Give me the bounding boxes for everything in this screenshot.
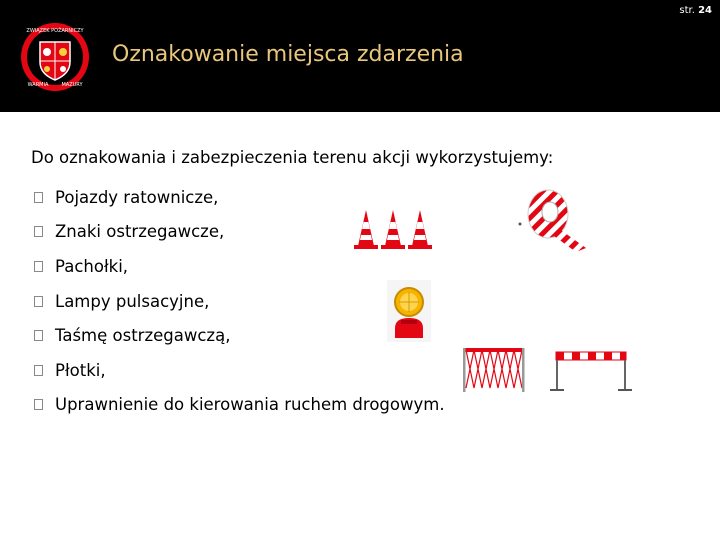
header-bar [0, 0, 720, 112]
intro-text: Do oznakowania i zabezpieczenia terenu akcji wykorzystujemy: [31, 148, 554, 167]
list-item [34, 353, 445, 388]
warning-tape-icon [516, 186, 588, 254]
list-item-text: Uprawnienie do kierowania ruchem drogowym. [55, 395, 445, 415]
warning-lamp-icon [387, 280, 431, 342]
list-item [34, 284, 445, 319]
list-item [34, 318, 445, 353]
list-item-text: Taśmę ostrzegawczą, [55, 326, 231, 346]
bullet-icon [34, 365, 43, 376]
logo-text-bottom-right: MAZURY [61, 82, 83, 88]
list-item [34, 249, 445, 284]
bullet-icon [34, 261, 43, 272]
logo-text-top: ZWIĄZEK POŻARNICZY [26, 28, 84, 34]
traffic-cones-icon [348, 208, 436, 252]
bullet-icon [34, 296, 43, 307]
page-number [679, 5, 712, 16]
bullet-icon [34, 192, 43, 203]
page-number-label: str. [679, 5, 695, 16]
bullet-icon [34, 330, 43, 341]
shield-logo-icon [20, 22, 90, 92]
bullet-icon [34, 226, 43, 237]
list-item-text: Pachołki, [55, 256, 129, 276]
list-item [34, 388, 445, 423]
slide-title: Oznakowanie miejsca zdarzenia [112, 42, 464, 67]
barrier-fence-icon [460, 344, 632, 394]
list-item-text: Płotki, [55, 360, 106, 380]
content-area [0, 112, 720, 540]
bullet-icon [34, 399, 43, 410]
list-item-text: Pojazdy ratownicze, [55, 187, 219, 207]
list-item-text: Znaki ostrzegawcze, [55, 222, 225, 242]
list-item-text: Lampy pulsacyjne, [55, 291, 210, 311]
page-number-value: 24 [698, 5, 712, 16]
logo-text-bottom-left: WARMIA [27, 82, 49, 88]
